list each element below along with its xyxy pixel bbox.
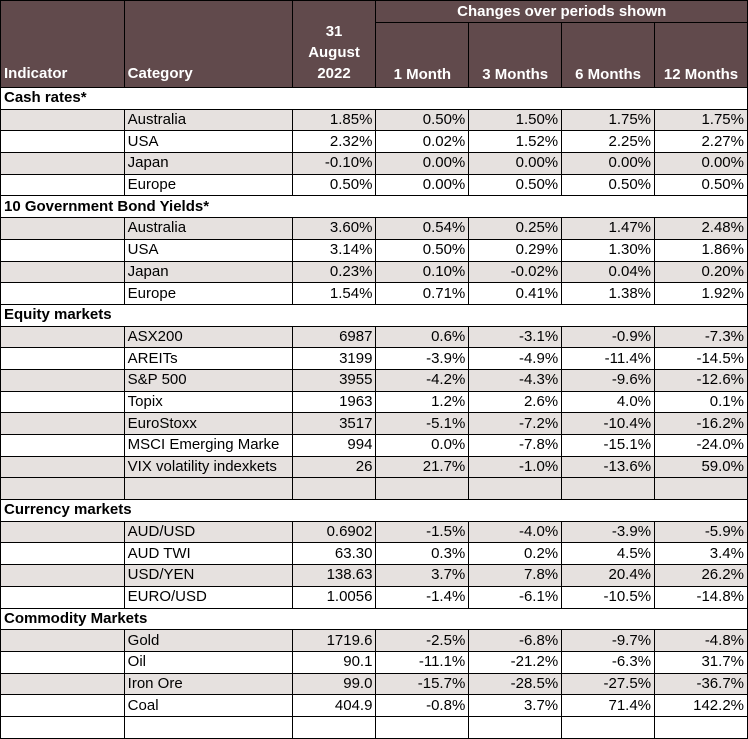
change-cell: -10.5% [562,586,655,608]
indicator-cell [1,521,125,543]
header-changes-title: Changes over periods shown [376,1,748,23]
change-cell: 0.02% [376,131,469,153]
section-title: Equity markets [1,304,293,326]
change-cell: -15.7% [376,673,469,695]
change-cell: 1.75% [655,109,748,131]
change-cell: 3.7% [376,565,469,587]
category-cell: Australia [124,218,292,240]
change-cell: 0.25% [469,218,562,240]
section-filler [292,196,747,218]
change-cell: -36.7% [655,673,748,695]
change-cell: -14.8% [655,586,748,608]
value-cell: 1.54% [292,283,376,305]
change-cell: -16.2% [655,413,748,435]
table-row [1,218,748,240]
table-row [1,109,748,131]
change-cell: -10.4% [562,413,655,435]
section-title: 10 Government Bond Yields* [1,196,293,218]
indicator-cell [1,348,125,370]
change-cell: 0.50% [376,239,469,261]
table-row [1,435,748,457]
header-date [292,1,376,88]
change-cell: 1.86% [655,239,748,261]
header-period-12m: 12 Months [655,23,748,88]
section-filler [292,500,747,522]
section-title: Cash rates* [1,88,293,110]
indicator-cell [1,153,125,175]
value-cell: 138.63 [292,565,376,587]
section-title: Currency markets [1,500,293,522]
indicator-cell [1,369,125,391]
change-cell: 2.25% [562,131,655,153]
change-cell: 0.00% [655,153,748,175]
indicator-cell [1,695,125,717]
change-cell: -2.5% [376,630,469,652]
value-cell: 404.9 [292,695,376,717]
section-title: Commodity Markets [1,608,293,630]
empty-cell [376,478,469,500]
table-row [1,174,748,196]
change-cell: -6.8% [469,630,562,652]
value-cell: 1.0056 [292,586,376,608]
header-date-day: 31 [325,23,343,40]
value-cell: 1.85% [292,109,376,131]
change-cell: 142.2% [655,695,748,717]
change-cell: 1.75% [562,109,655,131]
change-cell: 1.92% [655,283,748,305]
category-cell: Europe [124,283,292,305]
indicator-cell [1,456,125,478]
table-row [1,543,748,565]
change-cell: 0.50% [655,174,748,196]
change-cell: 0.50% [562,174,655,196]
change-cell: 0.0% [376,435,469,457]
value-cell: 3517 [292,413,376,435]
empty-row [1,478,748,500]
category-cell: S&P 500 [124,369,292,391]
value-cell: 0.50% [292,174,376,196]
empty-cell [292,478,376,500]
section-row [1,304,748,326]
value-cell: 3199 [292,348,376,370]
change-cell: -4.2% [376,369,469,391]
change-cell: -0.8% [376,695,469,717]
table-row [1,521,748,543]
indicator-cell [1,413,125,435]
table-row [1,283,748,305]
change-cell: 2.27% [655,131,748,153]
category-cell: MSCI Emerging Marke [124,435,292,457]
change-cell: 0.10% [376,261,469,283]
table-row [1,695,748,717]
change-cell: 1.2% [376,391,469,413]
change-cell: -4.9% [469,348,562,370]
change-cell: -12.6% [655,369,748,391]
section-row [1,88,748,110]
change-cell: -7.3% [655,326,748,348]
change-cell: -3.9% [376,348,469,370]
empty-cell [376,716,469,738]
indicator-cell [1,326,125,348]
change-cell: -5.1% [376,413,469,435]
empty-cell [562,478,655,500]
value-cell: -0.10% [292,153,376,175]
category-cell: USA [124,131,292,153]
header-period-1m: 1 Month [376,23,469,88]
table-row [1,131,748,153]
header-date-month: August [308,44,360,61]
change-cell: -4.8% [655,630,748,652]
indicator-cell [1,673,125,695]
empty-cell [1,478,125,500]
empty-cell [292,716,376,738]
change-cell: 20.4% [562,565,655,587]
header-row-top [1,1,748,23]
category-cell: AUD TWI [124,543,292,565]
category-cell: Topix [124,391,292,413]
header-date-year: 2022 [317,65,351,82]
category-cell: USA [124,239,292,261]
change-cell: -15.1% [562,435,655,457]
indicator-cell [1,630,125,652]
value-cell: 1719.6 [292,630,376,652]
change-cell: -3.9% [562,521,655,543]
indicator-cell [1,239,125,261]
empty-cell [124,478,292,500]
section-row [1,196,748,218]
section-filler [292,304,747,326]
change-cell: -28.5% [469,673,562,695]
value-cell: 6987 [292,326,376,348]
section-filler [292,88,747,110]
indicator-cell [1,109,125,131]
empty-cell [562,716,655,738]
indicator-cell [1,435,125,457]
category-cell: ASX200 [124,326,292,348]
table-row [1,239,748,261]
indicator-cell [1,565,125,587]
change-cell: -7.8% [469,435,562,457]
table-row [1,565,748,587]
change-cell: -1.4% [376,586,469,608]
change-cell: 71.4% [562,695,655,717]
change-cell: 1.50% [469,109,562,131]
change-cell: 0.00% [376,153,469,175]
header-indicator: Indicator [1,1,125,88]
change-cell: -1.0% [469,456,562,478]
category-cell: EURO/USD [124,586,292,608]
change-cell: 7.8% [469,565,562,587]
change-cell: -0.9% [562,326,655,348]
empty-cell [469,478,562,500]
change-cell: 0.6% [376,326,469,348]
change-cell: 1.38% [562,283,655,305]
value-cell: 3.60% [292,218,376,240]
table-row [1,673,748,695]
value-cell: 26 [292,456,376,478]
change-cell: -6.3% [562,651,655,673]
empty-cell [655,478,748,500]
category-cell: Japan [124,261,292,283]
header-period-3m: 3 Months [469,23,562,88]
table-row [1,630,748,652]
header-category: Category [124,1,292,88]
value-cell: 0.6902 [292,521,376,543]
change-cell: -9.7% [562,630,655,652]
table-row [1,326,748,348]
change-cell: 0.00% [562,153,655,175]
change-cell: 0.20% [655,261,748,283]
change-cell: -24.0% [655,435,748,457]
change-cell: -13.6% [562,456,655,478]
table-row [1,391,748,413]
indicator-cell [1,261,125,283]
value-cell: 2.32% [292,131,376,153]
indicator-cell [1,651,125,673]
change-cell: 0.50% [376,109,469,131]
value-cell: 0.23% [292,261,376,283]
change-cell: 0.71% [376,283,469,305]
category-cell: Australia [124,109,292,131]
change-cell: 4.0% [562,391,655,413]
change-cell: -5.9% [655,521,748,543]
indicator-cell [1,174,125,196]
section-filler [292,608,747,630]
change-cell: -0.02% [469,261,562,283]
category-cell: Europe [124,174,292,196]
table-row [1,651,748,673]
change-cell: 1.47% [562,218,655,240]
change-cell: 26.2% [655,565,748,587]
value-cell: 994 [292,435,376,457]
change-cell: -9.6% [562,369,655,391]
table-row [1,586,748,608]
value-cell: 90.1 [292,651,376,673]
change-cell: 0.50% [469,174,562,196]
change-cell: -21.2% [469,651,562,673]
section-row [1,608,748,630]
change-cell: -11.4% [562,348,655,370]
change-cell: -4.3% [469,369,562,391]
change-cell: -27.5% [562,673,655,695]
empty-cell [124,716,292,738]
table-row [1,369,748,391]
change-cell: 31.7% [655,651,748,673]
category-cell: AREITs [124,348,292,370]
indicator-cell [1,218,125,240]
change-cell: 0.2% [469,543,562,565]
change-cell: 1.30% [562,239,655,261]
change-cell: -6.1% [469,586,562,608]
empty-row [1,716,748,738]
change-cell: 0.3% [376,543,469,565]
category-cell: EuroStoxx [124,413,292,435]
header-period-6m: 6 Months [562,23,655,88]
category-cell: VIX volatility indexkets [124,456,292,478]
indicator-cell [1,391,125,413]
category-cell: AUD/USD [124,521,292,543]
change-cell: 0.00% [376,174,469,196]
value-cell: 3.14% [292,239,376,261]
change-cell: -14.5% [655,348,748,370]
change-cell: 0.1% [655,391,748,413]
change-cell: -3.1% [469,326,562,348]
indicator-cell [1,131,125,153]
category-cell: Gold [124,630,292,652]
value-cell: 1963 [292,391,376,413]
empty-cell [469,716,562,738]
category-cell: Oil [124,651,292,673]
change-cell: 21.7% [376,456,469,478]
table-row [1,456,748,478]
value-cell: 3955 [292,369,376,391]
indicator-cell [1,586,125,608]
change-cell: 4.5% [562,543,655,565]
table-row [1,413,748,435]
empty-cell [655,716,748,738]
value-cell: 63.30 [292,543,376,565]
empty-cell [1,716,125,738]
change-cell: 0.04% [562,261,655,283]
change-cell: 3.4% [655,543,748,565]
indicator-cell [1,283,125,305]
change-cell: 2.48% [655,218,748,240]
change-cell: 0.29% [469,239,562,261]
change-cell: -4.0% [469,521,562,543]
category-cell: USD/YEN [124,565,292,587]
change-cell: -11.1% [376,651,469,673]
category-cell: Coal [124,695,292,717]
change-cell: 3.7% [469,695,562,717]
change-cell: 1.52% [469,131,562,153]
table-row [1,153,748,175]
value-cell: 99.0 [292,673,376,695]
change-cell: 0.41% [469,283,562,305]
indicator-cell [1,543,125,565]
change-cell: 0.00% [469,153,562,175]
change-cell: 2.6% [469,391,562,413]
category-cell: Japan [124,153,292,175]
category-cell: Iron Ore [124,673,292,695]
table-row [1,348,748,370]
change-cell: 59.0% [655,456,748,478]
section-row [1,500,748,522]
change-cell: -1.5% [376,521,469,543]
change-cell: -7.2% [469,413,562,435]
table-row [1,261,748,283]
change-cell: 0.54% [376,218,469,240]
